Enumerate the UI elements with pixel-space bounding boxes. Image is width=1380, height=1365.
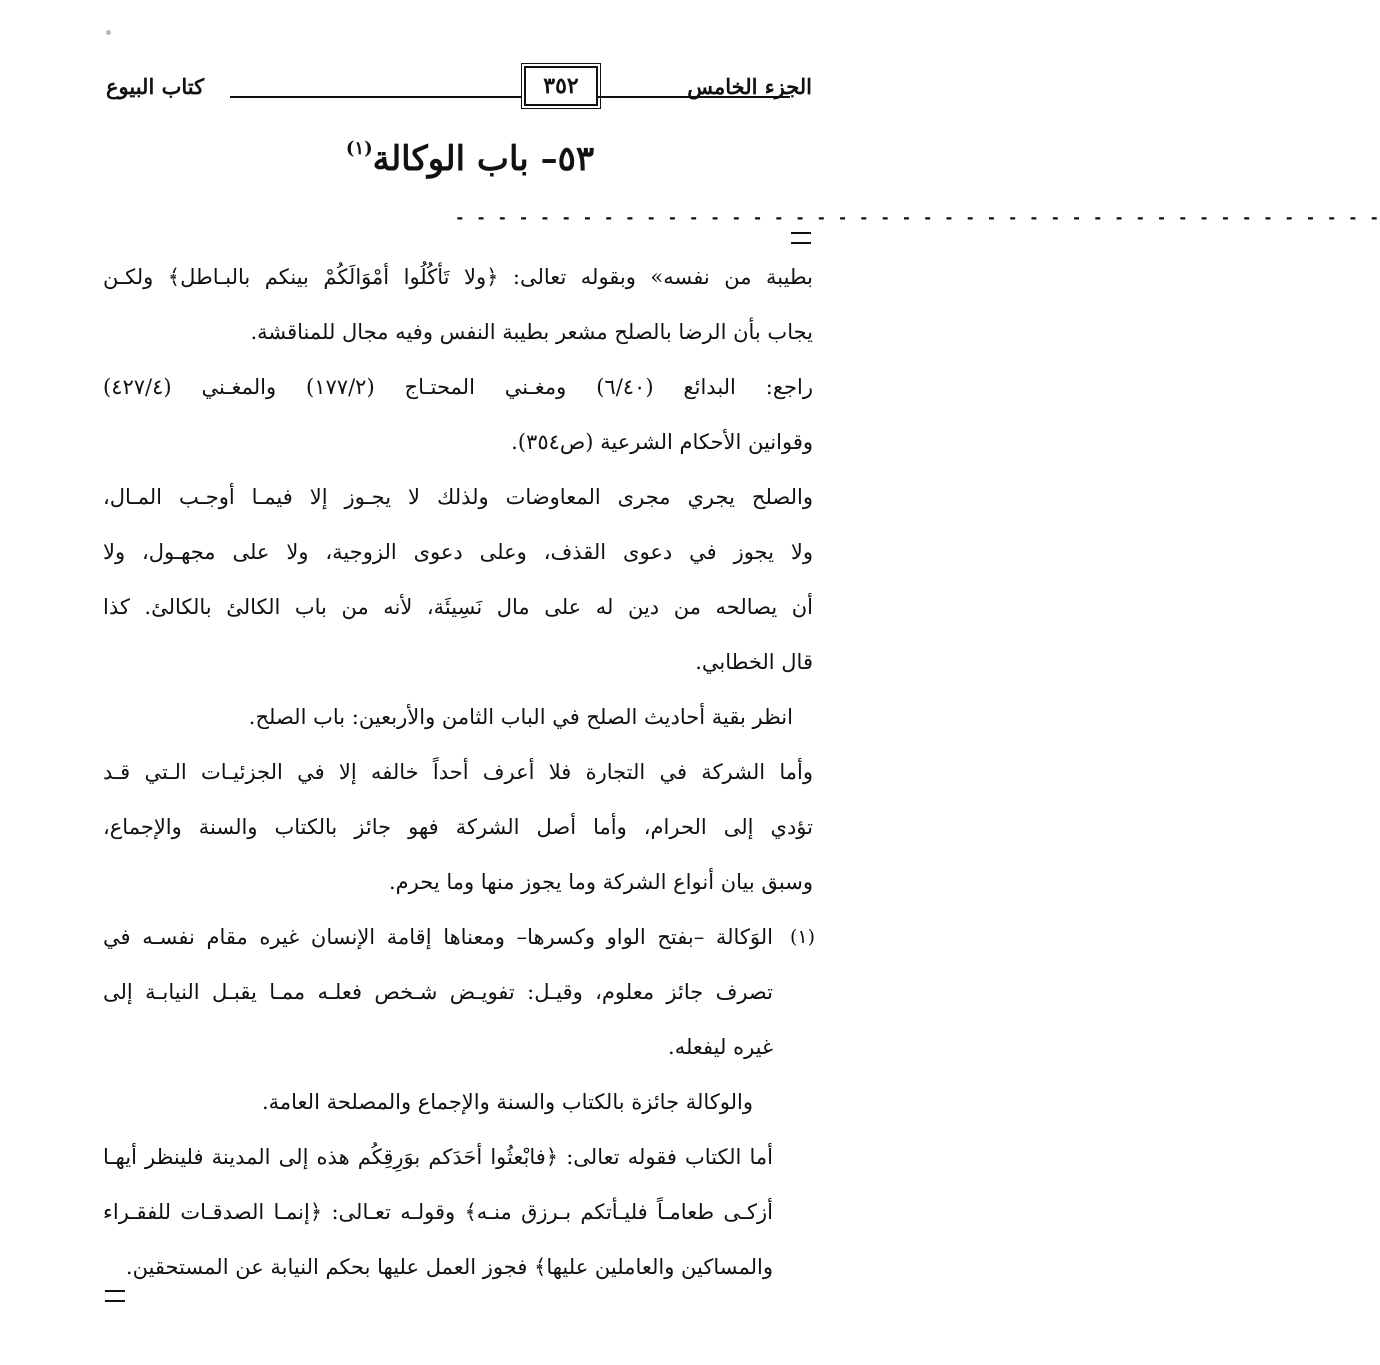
chapter-footnote-ref: (١) (345, 138, 373, 159)
footnote-line: أزكـى طعامـاً فليـأتكم بـرزق منـه﴾ وقولـه تعـالى: ﴿إنمـا الصدقـات للفقـراء (103, 1200, 773, 1224)
text-line: وسبق بيان أنواع الشركة وما يجوز منها وما يحرم. (389, 870, 813, 894)
text-line: انظر بقية أحاديث الصلح في الباب الثامن والأربعين: باب الصلح. (248, 705, 793, 729)
text-line: قال الخطابي. (695, 650, 813, 674)
text-line: راجع: البدائع (٦/٤٠) ومغـني المحتـاج (١٧٧/٢) والمغـني (٤٢٧/٤) (103, 375, 813, 399)
text-line: ولا يجوز في دعوى القذف، وعلى دعوى الزوجية، ولا على مجهـول، ولا (103, 540, 813, 564)
upper-text (103, 250, 813, 910)
text-line: وأما الشركة في التجارة فلا أعرف أحداً خالفه إلا في الجزئيـات الـتي قـد (103, 760, 813, 784)
footnote-lines (103, 910, 773, 1295)
footnote-line: تصرف جائز معلوم، وقيـل: تفويـض شـخص فعلـه ممـا يقبـل النيابـة إلى (103, 980, 773, 1004)
footnote-line: الوَكالة –بفتح الواو وكسرها– ومعناها إقامة الإنسان غيره مقام نفسـه في (103, 925, 773, 949)
footnote-line: غيره ليفعله. (668, 1035, 773, 1059)
chapter-title-text: ٥٣– باب الوكالة (372, 139, 595, 179)
footnote-line: أما الكتاب فقوله تعالى: ﴿فابْعثُوا أحَدَكم بوَرِقِكُم هذه إلى المدينة فلينظر أيهـا (103, 1145, 773, 1169)
header-rule-right (598, 96, 790, 98)
text-line: يجاب بأن الرضا بالصلح مشعر بطيبة النفس وفيه مجال للمناقشة. (250, 320, 813, 344)
scan-speck (106, 30, 111, 35)
footnote (103, 910, 815, 1295)
footnote-line: والمساكين والعاملين عليها﴾ فجوز العمل عليها بحكم النيابة عن المستحقين. (125, 1255, 773, 1279)
footnote-line: والوكالة جائزة بالكتاب والسنة والإجماع والمصلحة العامة. (261, 1090, 753, 1114)
header-rule-left (230, 96, 522, 98)
page-number: ٣٥٢ (524, 66, 598, 106)
separator-mark (791, 232, 811, 244)
text-line: والصلح يجري مجرى المعاوضات ولذلك لا يجـوز إلا فيمـا أوجـب المـال، (103, 485, 813, 509)
header-book: كتاب البيوع (106, 74, 205, 99)
text-line: أن يصالحه من دين له على مال نَسِيئَة، لأنه من باب الكالئ بالكالئ. كذا (103, 595, 813, 619)
text-line: تؤدي إلى الحرام، وأما أصل الشركة فهو جائز بالكتاب والسنة والإجماع، (103, 815, 813, 839)
end-mark (105, 1290, 125, 1302)
running-header (100, 72, 812, 112)
footnote-marker: (١) (789, 926, 815, 948)
text-line: وقوانين الأحكام الشرعية (ص٣٥٤). (511, 430, 813, 454)
text-line: بطيبة من نفسه» وبقوله تعالى: ﴿ولا تَأكُلُوا أمْوَالَكُمْ بينكم بالبـاطل﴾ ولكـن (103, 265, 813, 289)
chapter-title (260, 138, 680, 179)
header-part: الجزء الخامس (687, 74, 812, 99)
title-separator: - - - - - - - - - - - - - - - - - - - - - - - - - - - - - - - - - - - - - - - - - - - - (455, 208, 1380, 227)
